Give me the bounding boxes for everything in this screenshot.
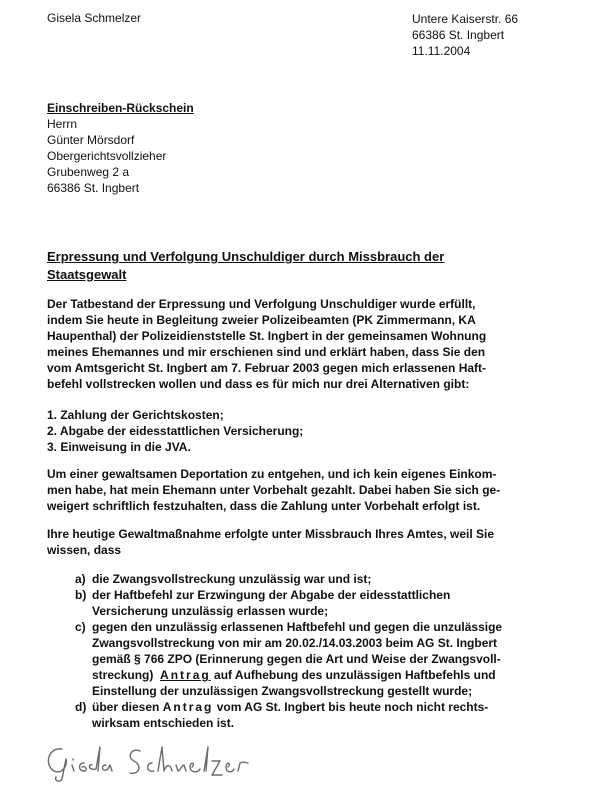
alternatives-list [47, 407, 557, 455]
text-line: meines Ehemannes und mir erschienen sind und erklärt haben, dass Sie den [47, 345, 486, 359]
paragraph-payment [47, 466, 557, 514]
text-fragment: vom AG St. Ingbert bis heute noch nicht rechts- [216, 700, 489, 714]
text-fragment: über diesen [92, 700, 160, 714]
item-text [92, 587, 565, 619]
sender-address [412, 11, 518, 59]
list-item [75, 619, 565, 699]
item-text [92, 571, 565, 587]
registered-mail-label: Einschreiben-Rückschein [47, 101, 194, 115]
text-line: Ihre heutige Gewaltmaßnahme erfolgte unter Missbrauch Ihres Amtes, weil Sie [47, 527, 495, 541]
list-item [75, 587, 565, 619]
paragraph-facts [47, 296, 557, 392]
recipient-name: Günter Mörsdorf [47, 133, 135, 147]
text-line [92, 667, 565, 683]
text-line: gegen den unzulässig erlassenen Haftbefehl und gegen die unzulässige [92, 620, 503, 634]
text-line: der Haftbefehl zur Erzwingung der Abgabe der eidesstattlichen [92, 588, 451, 602]
letter-date: 11.11.2004 [412, 44, 471, 58]
text-line [92, 699, 565, 715]
signature-strokes [48, 747, 248, 781]
recipient-title: Obergerichtsvollzieher [47, 149, 167, 163]
item-label: c) [75, 620, 86, 634]
reasons-list [75, 571, 565, 731]
signature-drawing [40, 735, 280, 785]
sender-city: 66386 St. Ingbert [412, 28, 505, 42]
text-line: Einstellung der unzulässigen Zwangsvollstreckung gestellt wurde; [92, 684, 473, 698]
subject-line-1: Erpressung und Verfolgung Unschuldiger durch Missbrauch der [47, 249, 445, 264]
text-fragment: streckung) [92, 668, 154, 682]
text-line: Zwangsvollstreckung von mir am 20.02./14.03.2003 beim AG St. Ingbert [92, 636, 498, 650]
subject-heading [47, 248, 547, 284]
list-item [75, 699, 565, 731]
text-line: weigert schriftlich festzuhalten, dass die Zahlung unter Vorbehalt erfolgt ist. [47, 499, 481, 513]
item-label: b) [75, 588, 87, 602]
paragraph-abuse [47, 526, 557, 558]
recipient-street: Grubenweg 2 a [47, 165, 130, 179]
item-text [92, 619, 565, 699]
recipient-block [47, 100, 194, 196]
list-item: 1. Zahlung der Gerichtskosten; [47, 408, 224, 422]
text-fragment: auf Aufhebung des unzulässigen Haftbefehls und [214, 668, 496, 682]
antrag-emphasis: Antrag [160, 668, 211, 682]
list-item [75, 571, 565, 587]
text-line: Versicherung unzulässig erlassen wurde; [92, 604, 329, 618]
item-text [92, 699, 565, 731]
item-label: d) [75, 700, 87, 714]
text-line: die Zwangsvollstreckung unzulässig war und ist; [92, 572, 372, 586]
list-item: 2. Abgabe der eidesstattlichen Versicherung; [47, 424, 304, 438]
text-line: Der Tatbestand der Erpressung und Verfolgung Unschuldiger wurde erfüllt, [47, 297, 476, 311]
list-item: 3. Einweisung in die JVA. [47, 440, 191, 454]
recipient-salutation: Herrn [47, 117, 78, 131]
text-line: Haupenthal) der Polizeidienststelle St. Ingbert in der gemeinsamen Wohnung [47, 329, 487, 343]
sender-name: Gisela Schmelzer [47, 11, 142, 25]
text-line: Um einer gewaltsamen Deportation zu entgehen, und ich kein eigenes Einkom- [47, 467, 497, 481]
text-line: men habe, hat mein Ehemann unter Vorbehalt gezahlt. Dabei haben Sie sich ge- [47, 483, 501, 497]
item-label: a) [75, 572, 86, 586]
text-line: vom Amtsgericht St. Ingbert am 7. Februar 2003 gegen mich erlassenen Haft- [47, 361, 487, 375]
text-line: wirksam entschieden ist. [92, 716, 235, 730]
text-line: wissen, dass [47, 543, 122, 557]
antrag-emphasis: Antrag [162, 700, 214, 714]
text-line: gemäß § 766 ZPO (Erinnerung gegen die Art und Weise der Zwangsvoll- [92, 652, 501, 666]
recipient-city: 66386 St. Ingbert [47, 181, 140, 195]
text-line: indem Sie heute in Begleitung zweier Polizeibeamten (PK Zimmermann, KA [47, 313, 476, 327]
subject-line-2: Staatsgewalt [47, 267, 127, 282]
handwritten-signature [40, 735, 280, 790]
sender-street: Untere Kaiserstr. 66 [412, 12, 519, 26]
text-line: befehl vollstrecken wollen und dass es für mich nur drei Alternativen gibt: [47, 377, 470, 391]
